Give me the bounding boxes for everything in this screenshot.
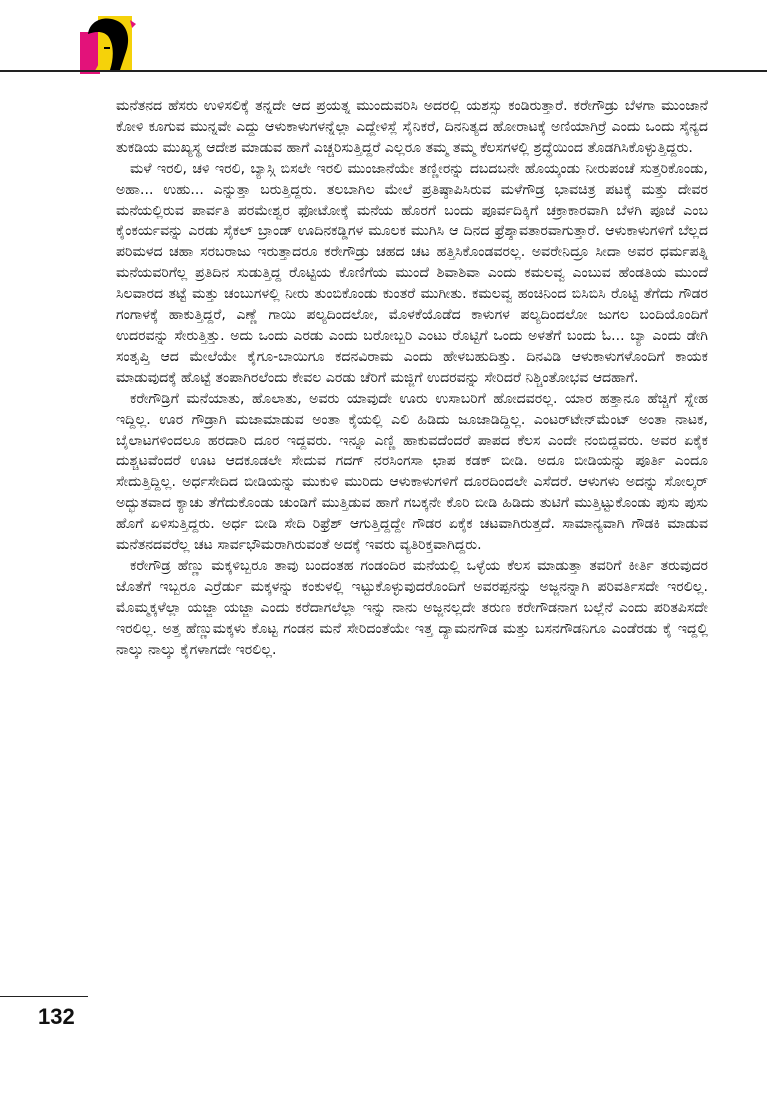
page-number: 132 (38, 1004, 75, 1029)
body-text (116, 96, 708, 660)
paragraph: ಮಳೆ ಇರಲಿ, ಚಳಿ ಇರಲಿ, ಬ್ಯಾಸ್ಗಿ ಬಿಸಲೇ ಇರಲಿ ಮುಂಜಾನೆಯೇ ತಣ್ಣೀರನ್ನು ದಬದಬನೇ ಹೊಯ್ಕಂಡು ನೀರುಪಂಚೆ ಸುತ್ತರಿಕೊಂಡು, ಅಹಾ... ಉಹು... ಎನ್ನುತ್ತಾ ಬರುತ್ತಿದ್ದರು. ತಲಬಾಗಿಲ ಮೇಲೆ ಪ್ರತಿಷ್ಠಾಪಿಸಿರುವ ಮಳೆಗೌಡ್ರ ಭಾವಚಿತ್ರ ಪಟಕ್ಕೆ ಮತ್ತು ದೇವರ ಮನೆಯಲ್ಲಿರುವ ಪಾರ್ವತಿ ಪರಮೇಶ್ವರ ಫೋಟೋಕ್ಕೆ ಮನೆಯ ಹೊರಗೆ ಬಂದು ಪೂರ್ವದಿಕ್ಕಿಗೆ ಚಕ್ರಾಕಾರವಾಗಿ ಬೆಳಗಿ ಪೂಜೆ ಎಂಬ ಕೈಂಕರ್ಯವನ್ನು ಎರಡು ಸೈಕಲ್ ಬ್ರಾಂಡ್ ಊದಿನಕಡ್ಡಿಗಳ ಮೂಲಕ ಮುಗಿಸಿ ಆ ದಿನದ ಫ್ರೆಶ್ಶಾವತಾರವಾಗುತ್ತಾರೆ. ಆಳುಕಾಳುಗಳಿಗೆ ಬೆಲ್ಲದ ಪರಿಮಳದ ಚಹಾ ಸರಬರಾಜು ಇರುತ್ತಾದರೂ ಕರೇಗೌಡ್ರು ಚಹದ ಚಟ ಹತ್ತಿಸಿಕೊಂಡವರಲ್ಲ. ಅವರೇನಿದ್ರೂ ಸೀದಾ ಅವರ ಧರ್ಮಪತ್ನಿ ಮನೆಯವರಿಗೆಲ್ಲ ಪ್ರತಿದಿನ ಸುಡುತ್ತಿದ್ದ ರೊಟ್ಟಿಯ ಕೊಣಿಗೆಯ ಮುಂದೆ ಶಿವಾಶಿವಾ ಎಂದು ಕಮಲವ್ವ ಎಂಬುವ ಹೆಂಡತಿಯ ಮುಂದೆ ಸಿಲವಾರದ ತಟ್ಟೆ ಮತ್ತು ಚಂಬುಗಳಲ್ಲಿ ನೀರು ತುಂಬಿಕೊಂಡು ಕುಂತರೆ ಮುಗೀತು. ಕಮಲವ್ವ ಹಂಚಿನಿಂದ ಬಿಸಿಬಿಸಿ ರೊಟ್ಟಿ ತೆಗೆದು ಗೌಡರ ಗಂಗಾಳಕ್ಕೆ ಹಾಕುತ್ತಿದ್ದರೆ, ಎಣ್ಣೆ ಗಾಯಿ ಪಲ್ಯದಿಂದಲೋ, ಮೊಳಕೆಯೊಡೆದ ಕಾಳುಗಳ ಪಲ್ಯದಿಂದಲೋ ಜುಗಲ ಬಂದಿಯೊಂದಿಗೆ ಉದರವನ್ನು ಸೇರುತ್ತಿತ್ತು. ಅದು ಒಂದು ಎರಡು ಎಂದು ಬರೋಬ್ಬರಿ ಎಂಟು ರೊಟ್ಟಿಗೆ ಒಂದು ಅಳತೆಗೆ ಬಂದು ಓ... ಬ್ಯಾ ಎಂದು ಡೇಗಿ ಸಂತೃಪ್ತಿ ಆದ ಮೇಲೆಯೇ ಕೈಗೂ-ಬಾಯಿಗೂ ಕದನವಿರಾಮ ಎಂದು ಹೇಳಬಹುದಿತ್ತು. ದಿನವಿಡಿ ಆಳುಕಾಳುಗಳೊಂದಿಗೆ ಕಾಯಕ ಮಾಡುವುದಕ್ಕೆ ಹೊಟ್ಟೆ ತಂಪಾಗಿರಲೆಂದು ಕೇವಲ ಎರಡು ಚೆರಿಗೆ ಮಜ್ಜಿಗೆ ಉದರವನ್ನು ಸೇರಿದರೆ ನಿಶ್ಚಿಂತೋಭವ ಆದಹಾಗೆ. (116, 160, 708, 386)
paragraph: ಕರೇಗೌಡ್ರ ಹೆಣ್ಣು ಮಕ್ಕಳಿಬ್ಬರೂ ತಾವು ಬಂದಂತಹ ಗಂಡಂದಿರ ಮನೆಯಲ್ಲಿ ಒಳ್ಳೆಯ ಕೆಲಸ ಮಾಡುತ್ತಾ ತವರಿಗೆ ಕೀರ್ತಿ ತರುವುದರ ಜೊತೆಗೆ ಇಬ್ಬರೂ ಎರ್ರೆರ್ಡು ಮಕ್ಕಳನ್ನು ಕಂಕುಳಲ್ಲಿ ಇಟ್ಟುಕೊಳ್ಳುವುದರೊಂದಿಗೆ ಅವರಪ್ಪನನ್ನು ಅಜ್ಜನನ್ನಾಗಿ ಪರಿವರ್ತಿಸದೇ ಇರಲಿಲ್ಲ. ಮೊಮ್ಮಕ್ಕಳೆಲ್ಲಾ ಯಜ್ಜಾ ಯಜ್ಜಾ ಎಂದು ಕರೆದಾಗಲೆಲ್ಲಾ ಇನ್ನು ನಾನು ಅಜ್ಜನಲ್ಲದೇ ತರುಣ ಕರೇಗೌಡನಾಗ ಬಲ್ಲೆನೆ ಎಂದು ಪರಿತಪಿಸದೇ ಇರಲಿಲ್ಲ. ಅತ್ತ ಹೆಣ್ಣುಮಕ್ಕಳು ಕೊಟ್ಟ ಗಂಡನ ಮನೆ ಸೇರಿದಂತೆಯೇ ಇತ್ತ ದ್ಯಾಮನಗೌಡ ಮತ್ತು ಬಸನಗೌಡನಿಗೂ ಎಂಡೆರಡು ಕೈ ಇದ್ದಲ್ಲಿ ನಾಲ್ಕು ನಾಲ್ಕು ಕೈಗಳಾಗದೇ ಇರಲಿಲ್ಲ. (116, 557, 708, 658)
footer-rule (0, 996, 88, 997)
woman-face-logo-icon (80, 14, 142, 74)
header-rule (0, 70, 767, 72)
paragraph: ಮನೆತನದ ಹೆಸರು ಉಳಿಸಲಿಕ್ಕೆ ತನ್ನದೇ ಆದ ಪ್ರಯತ್ನ ಮುಂದುವರಿಸಿ ಅದರಲ್ಲಿ ಯಶಸ್ಸು ಕಂಡಿರುತ್ತಾರೆ. ಕರೇಗೌಡ್ರು ಬೆಳಗಾ ಮುಂಜಾನೆ ಕೋಳಿ ಕೂಗುವ ಮುನ್ನವೇ ಎದ್ದು ಆಳುಕಾಳುಗಳನ್ನೆಲ್ಲಾ ಎದ್ದೇಳಿಸ್ಲೆ ಸೈನಿಕರೆ, ದಿನನಿತ್ಯದ ಹೋರಾಟಕ್ಕೆ ಅಣಿಯಾಗಿರ್ರೆ ಎಂದು ಒಂದು ಸೈನ್ಯದ ತುಕಡಿಯ ಮುಖ್ಯಸ್ಥ ಆದೇಶ ಮಾಡುವ ಹಾಗೆ ಎಚ್ಚರಿಸುತ್ತಿದ್ದರೆ ಎಲ್ಲರೂ ತಮ್ಮ ತಮ್ಮ ಕೆಲಸಗಳಲ್ಲಿ ಶ್ರದ್ಧೆಯಿಂದ ತೊಡಗಿಸಿಕೊಳ್ಳುತ್ತಿದ್ದರು. (116, 98, 708, 156)
paragraph: ಕರೇಗೌಡ್ರಿಗೆ ಮನೆಯಾತು, ಹೊಲಾತು, ಅವರು ಯಾವುದೇ ಊರು ಉಸಾಬರಿಗೆ ಹೋದವರಲ್ಲ. ಯಾರ ಹತ್ತಾನೂ ಹೆಚ್ಚಿಗೆ ಸ್ನೇಹ ಇದ್ದಿಲ್ಲ. ಊರ ಗೌಡ್ರಾಗಿ ಮಜಾಮಾಡುವ ಅಂತಾ ಕೈಯಲ್ಲಿ ಎಲಿ ಹಿಡಿದು ಜೂಜಾಡಿದ್ದಿಲ್ಲ. ಎಂಟರ್‌ಟೇನ್‌ಮೆಂಟ್ ಅಂತಾ ನಾಟಕ, ಬೈಲಾಟಗಳಿಂದಲೂ ಹರದಾರಿ ದೂರ ಇದ್ದವರು. ಇನ್ನೂ ಎಣ್ಣಿ ಹಾಕುವದೆಂದರೆ ಪಾಪದ ಕೆಲಸ ಎಂದೇ ನಂಬಿದ್ದವರು. ಅವರ ಏಕೈಕ ದುಶ್ಚಟವೆಂದರೆ ಊಟ ಆದಕೂಡಲೇ ಸೇದುವ ಗದಗ್ ನರಸಿಂಗಸಾ ಛಾಪ ಕಡಕ್ ಬೀಡಿ. ಅದೂ ಬೀಡಿಯನ್ನು ಪೂರ್ತಿ ಎಂದೂ ಸೇದುತ್ತಿದ್ದಿಲ್ಲ. ಅರ್ಧಸೇದಿದ ಬೀಡಿಯನ್ನು ಮುಕುಳಿ ಮುರಿದು ಆಳುಕಾಳುಗಳಿಗೆ ದೂರದಿಂದಲೇ ಎಸೆದರೆ. ಆಳುಗಳು ಅದನ್ನು ಸೋಲ್ಕರ್ ಅದ್ಭುತವಾದ ಕ್ಯಾಚು ತೆಗೆದುಕೊಂಡು ಚುಂಡಿಗೆ ಮುತ್ತಿಡುವ ಹಾಗೆ ಗಬಕ್ಕನೇ ಕೊರಿ ಬೀಡಿ ಹಿಡಿದು ತುಟಿಗೆ ಮುತ್ತಿಟ್ಟುಕೊಂಡು ಪುಸು ಪುಸು ಹೊಗೆ ಏಳಿಸುತ್ತಿದ್ದರು. ಅರ್ಧ ಬೀಡಿ ಸೇದಿ ರಿಫ್ರೆಶ್ ಆಗುತ್ತಿದ್ದದ್ದೇ ಗೌಡರ ಏಕೈಕ ಚಟವಾಗಿರುತ್ತದೆ. ಸಾಮಾನ್ಯವಾಗಿ ಗೌಡಕಿ ಮಾಡುವ ಮನೆತನದವರೆಲ್ಲ ಚಟ ಸಾರ್ವಭೌಮರಾಗಿರುವಂತೆ ಅದಕ್ಕೆ ಇವರು ವ್ಯತಿರಿಕ್ತವಾಗಿದ್ದರು. (116, 390, 708, 554)
